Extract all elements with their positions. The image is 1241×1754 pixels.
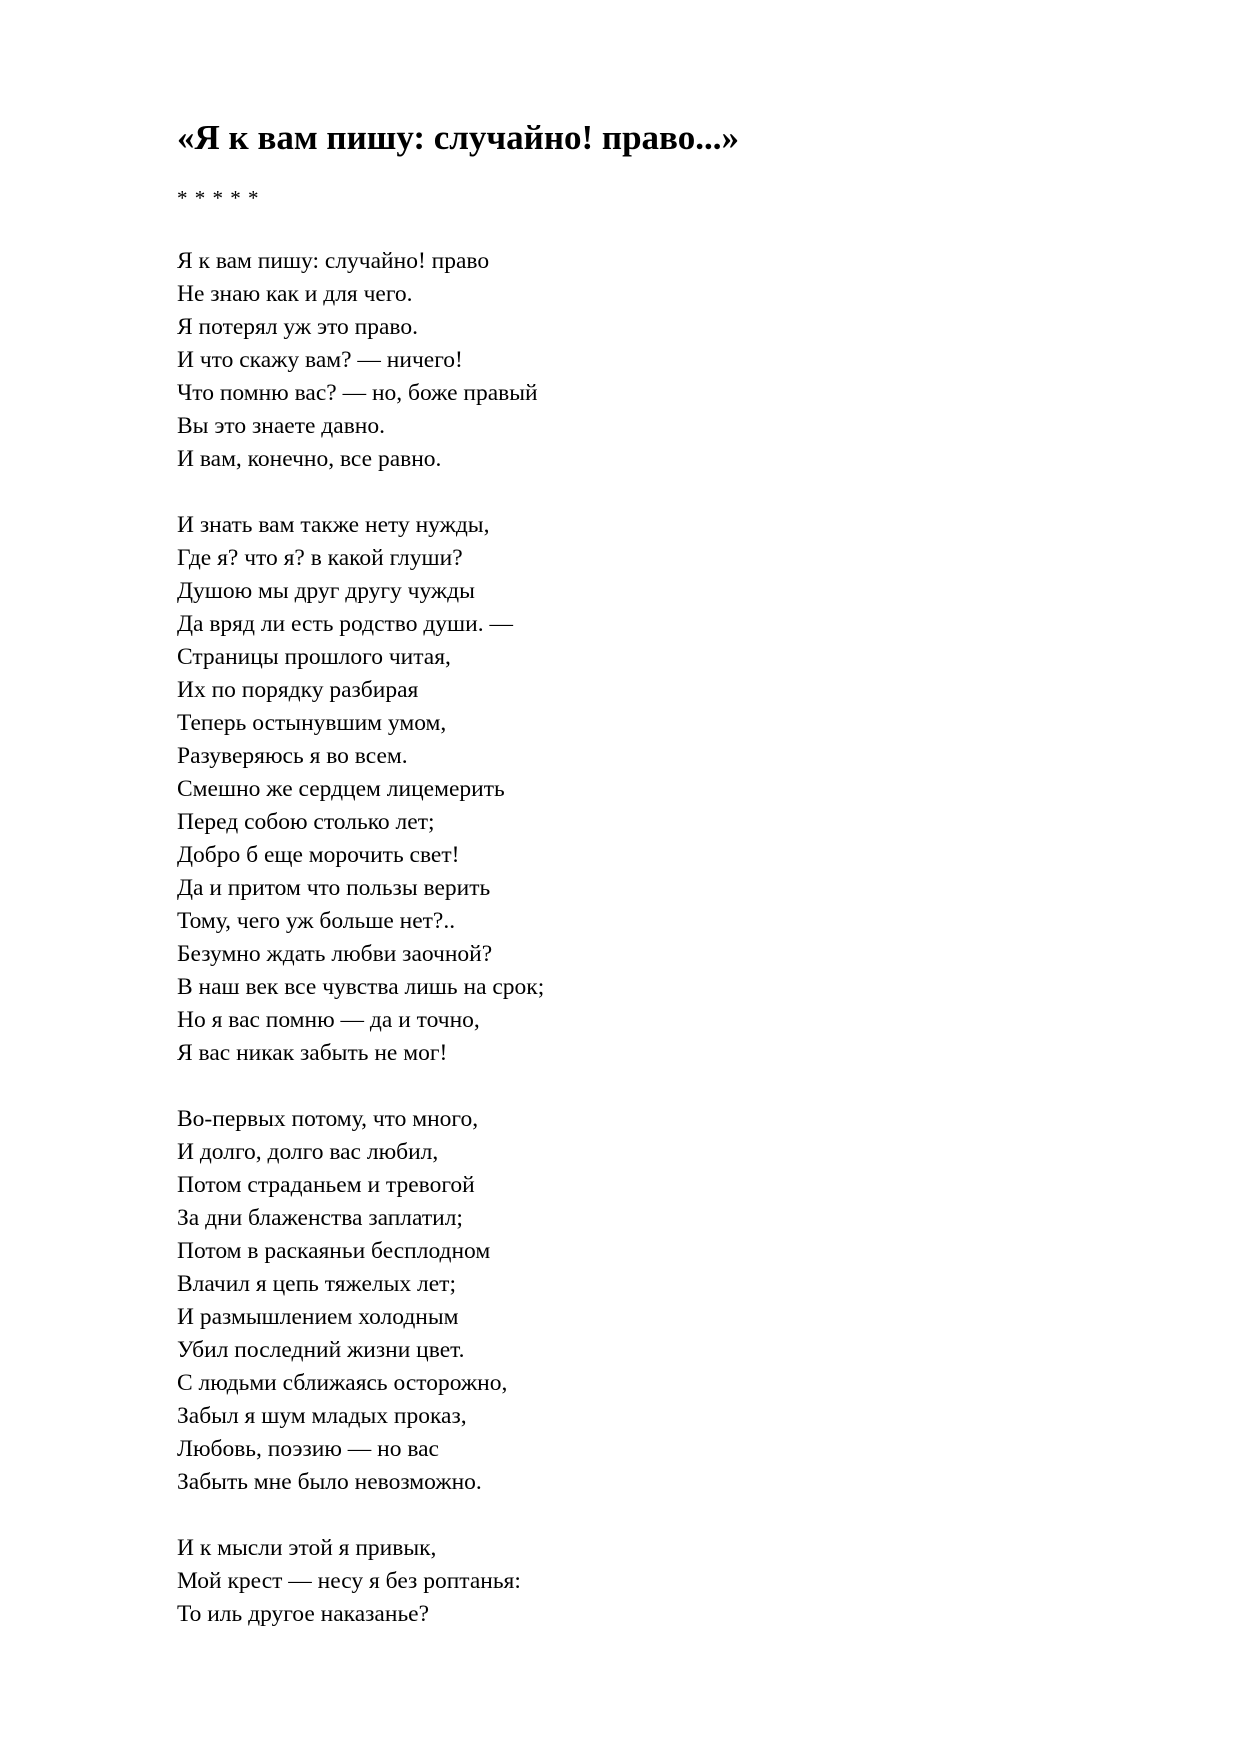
poem-line: И размышлением холодным — [177, 1304, 459, 1330]
poem-line: Страницы прошлого читая, — [177, 644, 451, 670]
poem-line: Да и притом что пользы верить — [177, 875, 491, 901]
poem-line: За дни блаженства заплатил; — [177, 1205, 463, 1231]
poem-line: Да вряд ли есть родство души. — — [177, 611, 513, 637]
poem-line: Потом страданьем и тревогой — [177, 1172, 475, 1198]
poem-line: Вы это знаете давно. — [177, 413, 385, 439]
poem-line: Их по порядку разбирая — [177, 677, 419, 703]
poem-line: Я к вам пишу: случайно! право — [177, 248, 490, 274]
poem-stanza — [177, 1532, 544, 1631]
poem-line: Смешно же сердцем лицемерить — [177, 776, 505, 802]
poem-line: То иль другое наказанье? — [177, 1601, 430, 1627]
poem-line: Не знаю как и для чего. — [177, 281, 413, 307]
section-separator: * * * * * — [177, 186, 260, 210]
poem-line: Во-первых потому, что много, — [177, 1106, 479, 1132]
poem-line: Мой крест — несу я без роптанья: — [177, 1568, 521, 1594]
poem-line: Влачил я цепь тяжелых лет; — [177, 1271, 456, 1297]
poem-line: Убил последний жизни цвет. — [177, 1337, 465, 1363]
poem-line: И что скажу вам? — ничего! — [177, 347, 463, 373]
poem-line: Теперь остынувшим умом, — [177, 710, 447, 736]
poem-line: И к мысли этой я привык, — [177, 1535, 437, 1561]
poem-line: Я вас никак забыть не мог! — [177, 1040, 448, 1066]
poem-line: И знать вам также нету нужды, — [177, 512, 490, 538]
poem-line: Безумно ждать любви заочной? — [177, 941, 493, 967]
poem-line: Перед собою столько лет; — [177, 809, 435, 835]
poem-title: «Я к вам пишу: случайно! право...» — [177, 118, 739, 157]
poem-body — [177, 245, 544, 1664]
poem-line: В наш век все чувства лишь на срок; — [177, 974, 545, 1000]
poem-line: Потом в раскаяньи бесплодном — [177, 1238, 491, 1264]
poem-stanza — [177, 245, 544, 476]
poem-line: Разуверяюсь я во всем. — [177, 743, 408, 769]
poem-line: Душою мы друг другу чужды — [177, 578, 475, 604]
poem-line: И долго, долго вас любил, — [177, 1139, 439, 1165]
poem-stanza — [177, 1103, 544, 1499]
poem-line: Забыть мне было невозможно. — [177, 1469, 482, 1495]
poem-line: Что помню вас? — но, боже правый — [177, 380, 538, 406]
poem-line: Забыл я шум младых проказ, — [177, 1403, 467, 1429]
poem-line: Тому, чего уж больше нет?.. — [177, 908, 456, 934]
poem-line: Я потерял уж это право. — [177, 314, 418, 340]
poem-line: И вам, конечно, все равно. — [177, 446, 442, 472]
poem-line: Но я вас помню — да и точно, — [177, 1007, 480, 1033]
poem-line: Любовь, поэзию — но вас — [177, 1436, 439, 1462]
poem-stanza — [177, 509, 544, 1070]
poem-line: Добро б еще морочить свет! — [177, 842, 460, 868]
poem-line: Где я? что я? в какой глуши? — [177, 545, 463, 571]
poem-line: С людьми сближаясь осторожно, — [177, 1370, 508, 1396]
